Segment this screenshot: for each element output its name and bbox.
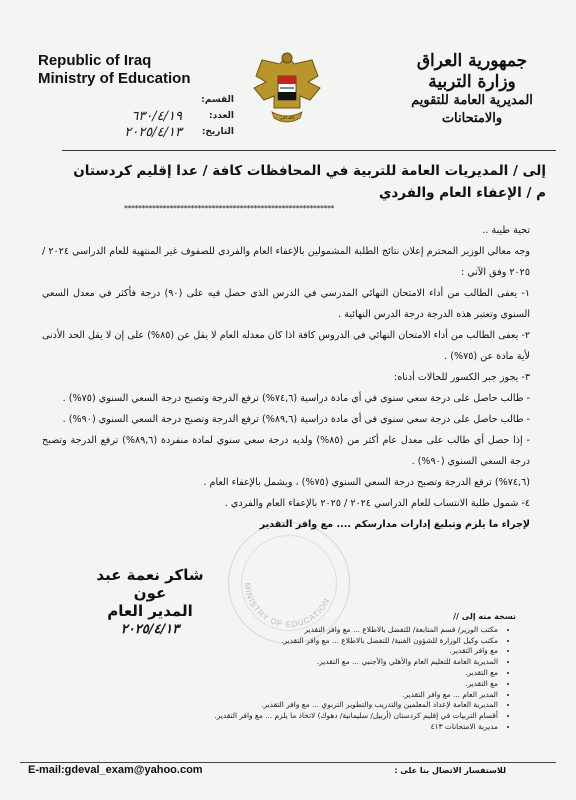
meta-date-value: ٢٠٢٥/٤/١٣ xyxy=(124,124,182,140)
header-en-ministry: Ministry of Education xyxy=(38,70,191,87)
letter-address xyxy=(46,160,546,204)
emblem-banner-text: الله أكبر xyxy=(280,115,294,120)
body-intro: وجه معالي الوزير المحترم إعلان نتائج الطلبة المشمولين بالإعفاء العام والفردي للصفوف غير المنتهية للعام الدراسي ٢٠٢٤ / ٢٠٢٥ وفق الآتي : xyxy=(42,246,530,278)
header-ar-ministry: وزارة التربية xyxy=(428,72,516,92)
meta-section-row xyxy=(54,92,234,108)
meta-date-label: التاريخ: xyxy=(201,127,234,137)
footer-email[interactable]: E-mail:gdeval_exam@yahoo.com xyxy=(28,764,203,776)
copies-item: • المدير العام ... مع وافر التقدير. xyxy=(66,690,498,701)
copies-item: • مكتب الوزير/ قسم المتابعة/ للتفضل بالاطلاع ... مع وافر التقدير xyxy=(66,625,498,636)
copies-item: • مع وافر التقدير. xyxy=(66,646,498,657)
copies-item: • مع التقدير. xyxy=(66,668,498,679)
copies-to-list xyxy=(66,612,516,733)
footer-contact: للاستفسار الاتصال بنا على : xyxy=(394,766,506,775)
copies-item: • مديرية الامتحانات ٤١٣ xyxy=(66,722,498,733)
iraq-eagle-emblem-icon xyxy=(252,46,322,142)
body-item-1: ١- يعفى الطالب من أداء الامتحان النهائي المدرسي في الدرس الذي حصل فيه على (٩٠) درجة فأكثر في معدل السعي السنوي وتعتبر هذه الدرجة درجة الدرس النهائية . xyxy=(42,288,530,320)
meta-date-row xyxy=(54,124,234,140)
stamp-text: MINISTRY OF EDUCATION xyxy=(242,582,332,630)
body-item-2: ٢- يعفى الطالب من أداء الامتحان النهائي في الدروس كافة اذا كان معدله العام لا يقل عن (٨٥%) على إن لا يقل الحد الأدنى لأية مادة عن (٧٥%) . xyxy=(42,330,530,362)
body-item-4: ٤- شمول طلبة الانتساب للعام الدراسي ٢٠٢٤ / ٢٠٢٥ بالإعفاء العام والفردي . xyxy=(224,498,530,509)
header-ar-directorate: المديرية العامة للتقويم والامتحانات xyxy=(411,93,533,126)
header-ar-country: جمهورية العراق xyxy=(416,51,528,71)
body-item-3b: - طالب حاصل على درجة سعي سنوي في أي مادة دراسية (٨٩,٦%) ترفع الدرجة وتصبح درجة السعي السنوي (٩٠%) . xyxy=(62,414,530,425)
body-item-3d: (٧٤,٦%) ترفع الدرجة وتصبح درجة السعي السنوي (٧٥%) ، ويشمل بالإعفاء العام . xyxy=(203,477,530,488)
signatory-name: شاكر نعمة عبد عون xyxy=(96,566,204,602)
copies-items xyxy=(66,625,516,733)
body-greeting: تحية طيبة .. xyxy=(482,225,530,236)
body-item-3a: - طالب حاصل على درجة سعي سنوي في أي مادة دراسية (٧٤,٦%) ترفع الدرجة وتصبح درجة السعي السنوي (٧٥%) . xyxy=(62,393,530,404)
copies-item: • مع التقدير. xyxy=(66,679,498,690)
body-closing: لإجراء ما يلزم وتبليغ إدارات مدارسكم .... مع وافر التقدير xyxy=(259,519,530,530)
meta-section-label: القسم: xyxy=(201,95,234,105)
copies-item: • أقسام التربيات في إقليم كردستان (أربيل/ سليمانية/ دهوك) لاتخاذ ما يلزم ... مع وافر التقدير. xyxy=(66,711,498,722)
letter-meta xyxy=(54,92,234,140)
body-item-3c: - إذا حصل أي طالب على معدل عام أكثر من (٨٥%) ولديه درجة سعي سنوي لمادة منفردة (٨٩,٦%) ترفع الدرجة وتصبح درجة السعي السنوي (٩٠%) . xyxy=(42,435,530,467)
address-subject: م / الإعفاء العام والفردي xyxy=(379,185,546,201)
meta-number-label: العدد: xyxy=(209,111,234,121)
signatory-title: المدير العام xyxy=(107,602,193,620)
letter-body xyxy=(42,220,530,535)
footer-divider xyxy=(20,762,556,763)
header-arabic xyxy=(382,50,562,128)
meta-number-row xyxy=(54,108,234,124)
copies-heading: نسخة منه إلى // xyxy=(453,612,516,621)
address-to: إلى / المديريات العامة للتربية في المحافظات كافة / عدا إقليم كردستان xyxy=(73,163,546,179)
stars-divider: ************************************************************ xyxy=(124,204,334,213)
signature-date: ٢٠٢٥/٤/١٣ xyxy=(120,622,180,637)
header-divider xyxy=(62,150,556,151)
body-item-3: ٣- يجوز جبر الكسور للحالات أدناه: xyxy=(394,372,530,383)
header-en-country: Republic of Iraq xyxy=(38,52,152,69)
copies-item: • المديرية العامة للتعليم العام والأهلي والأجنبي ... مع التقدير. xyxy=(66,657,498,668)
meta-number-value: ٦٣٠/٤/١٩ xyxy=(131,108,182,124)
copies-item: • المديرية العامة لإعداد المعلمين والتدريب والتطوير التربوي ... مع وافر التقدير. xyxy=(66,700,498,711)
copies-item: • مكتب وكيل الوزارة للشؤون الفنية/ للتفضل بالاطلاع ... مع وافر التقدير. xyxy=(66,636,498,647)
header-english xyxy=(38,52,191,88)
